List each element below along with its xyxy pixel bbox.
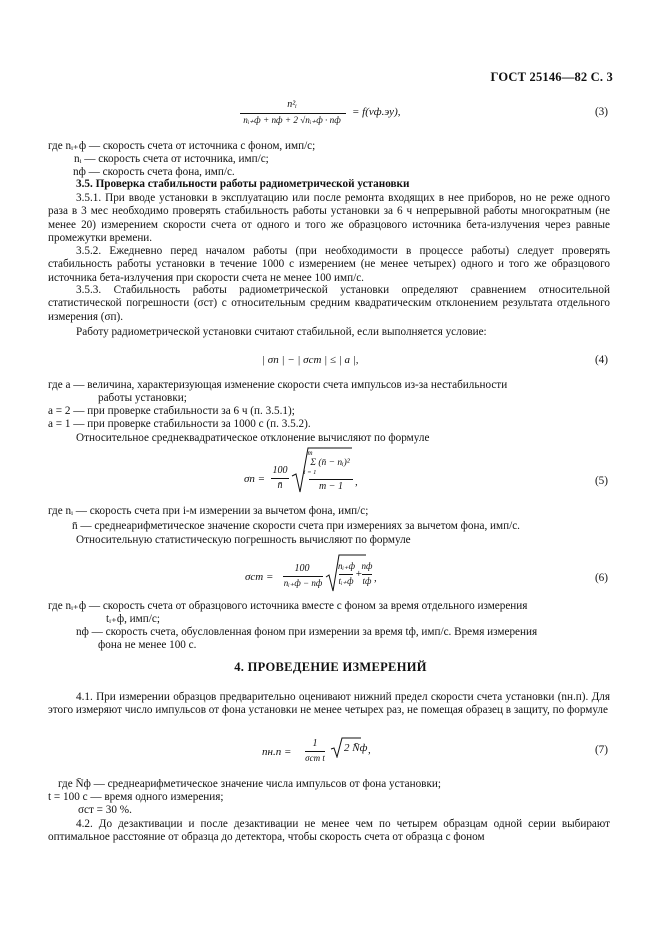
eq5-sum: Σ (n̄ − nᵢ)² xyxy=(310,458,350,468)
section-3-5-heading: 3.5. Проверка стабильности работы радиометрической установки xyxy=(76,178,410,190)
eq6-plus: + xyxy=(355,568,363,580)
eq5-fraction-bar xyxy=(309,479,353,480)
def-line: где nᵢ₊ф — скорость счета от источника с фоном, имп/с; xyxy=(48,140,316,152)
eq5-number: (5) xyxy=(594,475,608,487)
eq3-denominator: nᵢ₊ф + nф + 2 √nᵢ₊ф · nф xyxy=(243,115,341,125)
def-line: где nᵢ — скорость счета при i-м измерении за вычетом фона, имп/с; xyxy=(48,505,369,517)
eq6-t2-den: tф xyxy=(362,576,372,586)
eq6-lhs: σст = xyxy=(245,571,274,583)
eq5-lhs: σп = xyxy=(244,473,266,485)
paragraph-3-5-1: 3.5.1. При вводе установки в эксплуатацию или после ремонта входящих в нее приборов, но не реже одного раза в 3 мес необходимо проверять стабильность работы установки за 6 ч непрерывной работы многократным (не менее 20) измерением скорости счета от одного и того же образцового источника бета-излучения через равные промежутки времени. xyxy=(48,192,610,245)
def-line: a = 1 — при проверке стабильности за 1000 с (п. 3.5.2). xyxy=(48,418,311,430)
eq7-number: (7) xyxy=(594,744,608,756)
def-line: nф — скорость счета фона, имп/с. xyxy=(73,166,235,178)
eq3-numerator: n²ᵢ xyxy=(287,99,297,110)
eq6-t2-bar xyxy=(362,574,372,575)
def-line: t = 100 с — время одного измерения; xyxy=(48,791,224,803)
def-line: где N̄ф — среднеарифметическое значение числа импульсов от фона установки; xyxy=(58,778,441,790)
eq6-coef-num: 100 xyxy=(294,563,310,574)
eq7-tail: , xyxy=(368,744,371,756)
eq6-t1-den: tᵢ₊ф xyxy=(338,576,354,586)
eq6-t2-num: nф xyxy=(361,561,373,571)
eq5-sum-top: m xyxy=(307,449,313,457)
eq5-sum-bottom: i = 1 xyxy=(303,469,317,476)
eq6-coef-bar xyxy=(283,576,323,577)
page-header: ГОСТ 25146—82 С. 3 xyxy=(490,70,613,84)
paragraph-3-5-3: 3.5.3. Стабильность работы радиометрической установки определяют сравнением относительной статистической погрешности (σст) с относительным средним квадратическим отклонением результата отдельного измерения (σп). xyxy=(48,284,610,323)
eq4-number: (4) xyxy=(594,354,608,366)
def-line: где a — величина, характеризующая изменение скорости счета импульсов из-за нестабильности xyxy=(48,379,508,391)
eq7-root: 2 N̄ф xyxy=(344,742,368,754)
paragraph-stat: Относительную статистическую погрешность вычисляют по формуле xyxy=(76,534,411,546)
eq5-coef-bar xyxy=(271,478,289,479)
def-line: работы установки; xyxy=(98,392,187,404)
eq5-tail: , xyxy=(355,476,358,488)
eq7-frac-num: 1 xyxy=(312,738,318,749)
eq6-tail: , xyxy=(374,572,377,584)
paragraph-4-1: 4.1. При измерении образцов предварительно оценивают нижний предел скорости счета установки (nн.п). Для этого измеряют число импульсов от фона установки не менее четырех раз, не помещая образец в защиту, по формуле xyxy=(48,691,610,717)
eq6-number: (6) xyxy=(594,572,608,584)
equation-4: | σп | − | σст | ≤ | a |, xyxy=(262,354,359,366)
def-line: n̄ — среднеарифметическое значение скорости счета при измерениях за вычетом фона, имп/с. xyxy=(72,520,520,532)
eq5-coef-den: n̄ xyxy=(277,480,283,491)
section-4-heading: 4. ПРОВЕДЕНИЕ ИЗМЕРЕНИЙ xyxy=(234,660,427,674)
def-line: nᵢ — скорость счета от источника, имп/с; xyxy=(74,153,269,165)
eq7-lhs: nн.п = xyxy=(262,746,292,758)
eq6-t1-bar xyxy=(339,574,353,575)
paragraph-sko: Относительное среднеквадратическое отклонение вычисляют по формуле xyxy=(76,432,430,444)
eq6-t1-num: nᵢ₊ф xyxy=(338,561,356,571)
paragraph-4-2: 4.2. До дезактивации и после дезактивации не менее чем по четырем образцам одной серии выбирают оптимальное расстояние от образца до детектора, чтобы скорость счета от образца с фоном xyxy=(48,818,610,844)
eq3-rhs: = f(vф.эу), xyxy=(352,106,401,118)
paragraph-3-5-2: 3.5.2. Ежедневно перед началом работы (при необходимости в процессе работы) следует проверять стабильность работы установки в течение 1000 с измерением (не менее четырех) одного и того же образцового источника бета-излучения при скорости счета не менее 100 имп/с. xyxy=(48,245,610,284)
eq5-den: m − 1 xyxy=(319,481,343,492)
def-line: где nᵢ₊ф — скорость счета от образцового источника вместе с фоном за время отдельного измерения xyxy=(48,600,528,612)
eq7-frac-bar xyxy=(305,751,325,752)
def-line: a = 2 — при проверке стабильности за 6 ч (п. 3.5.1); xyxy=(48,405,295,417)
eq3-number: (3) xyxy=(594,106,608,118)
eq6-coef-den: nᵢ₊ф − nф xyxy=(283,578,323,588)
eq7-frac-den: σст t xyxy=(305,753,325,763)
def-line: nф — скорость счета, обусловленная фоном при измерении за время tф, имп/с. Время измерения xyxy=(76,626,538,638)
def-line: tᵢ₊ф, имп/с; xyxy=(106,613,160,625)
def-line: σст = 30 %. xyxy=(78,804,132,816)
eq3-fraction-bar xyxy=(240,113,346,114)
def-line: фона не менее 100 с. xyxy=(98,639,197,651)
paragraph-stability-condition: Работу радиометрической установки считают стабильной, если выполняется условие: xyxy=(76,326,487,338)
eq5-coef-num: 100 xyxy=(272,465,288,476)
